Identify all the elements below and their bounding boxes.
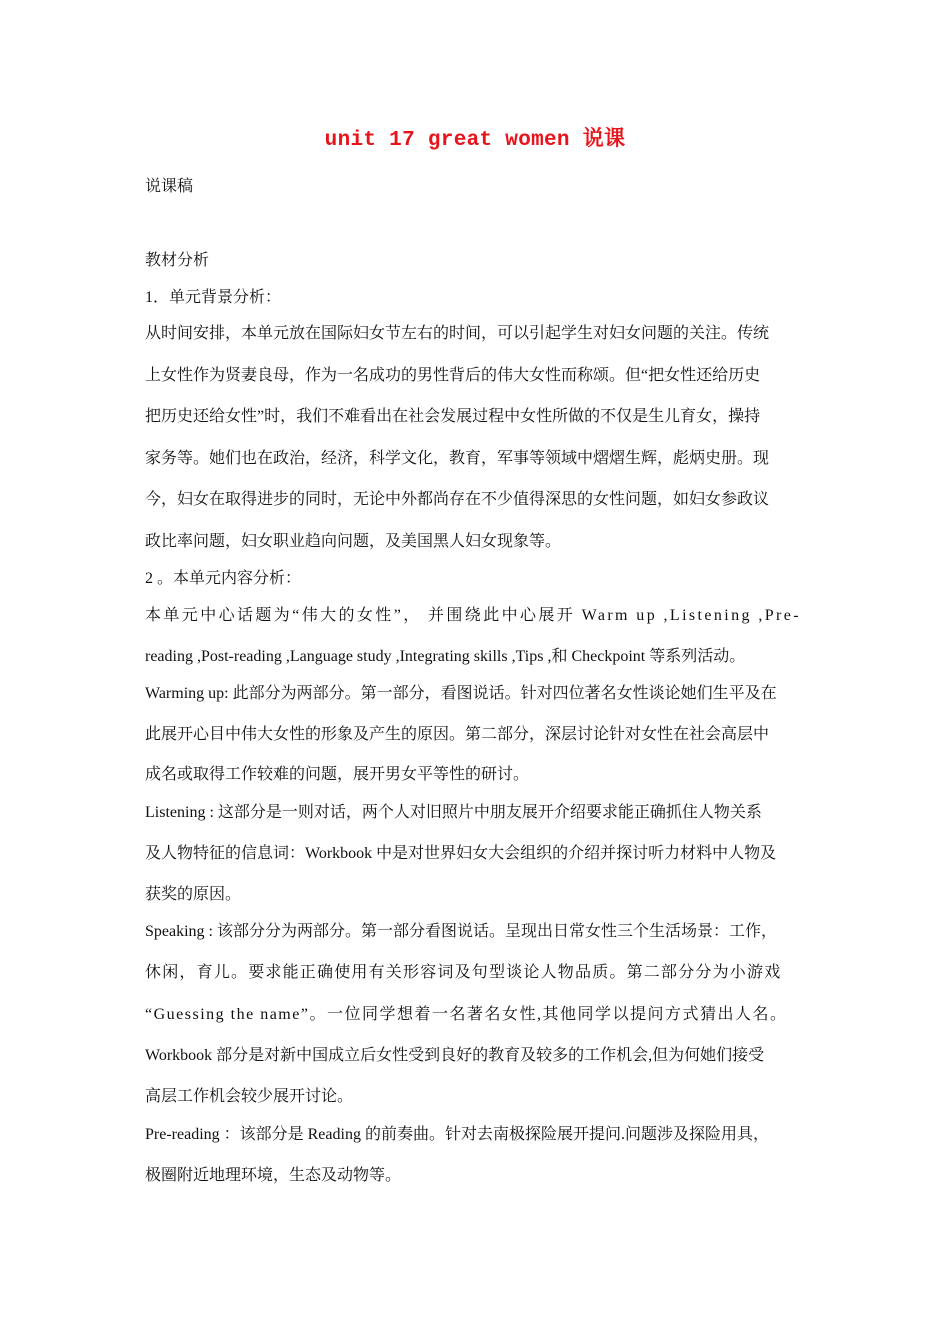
paragraph-line: 政比率问题，妇女职业趋向问题，及美国黑人妇女现象等。: [145, 533, 562, 550]
paragraph-line: 及人物特征的信息词：Workbook 中是对世界妇女大会组织的介绍并探讨听力材料中人物及: [145, 845, 777, 862]
paragraph-line: 本单元中心话题为“伟大的女性”， 并围绕此中心展开 Warm up ,Listening ,Pre-: [145, 607, 801, 624]
paragraph-line: 获奖的原因。: [145, 886, 242, 903]
item2-heading: 2 。本单元内容分析：: [145, 570, 302, 587]
paragraph-line: Listening : 这部分是一则对话，两个人对旧照片中朋友展开介绍要求能正确抓住人物关系: [145, 804, 762, 821]
paragraph-line: 高层工作机会较少展开讨论。: [145, 1088, 354, 1105]
paragraph-line: 此展开心目中伟大女性的形象及产生的原因。第二部分，深层讨论针对女性在社会高层中: [145, 726, 770, 743]
paragraph-line: 极圈附近地理环境，生态及动物等。: [145, 1167, 402, 1184]
paragraph-line: Speaking : 该部分分为两部分。第一部分看图说话。呈现出日常女性三个生活场景：工作，: [145, 923, 777, 940]
section-heading: 教材分析: [145, 252, 210, 269]
paragraph-line: reading ,Post-reading ,Language study ,Integrating skills ,Tips ,和 Checkpoint 等系列活动。: [145, 648, 746, 665]
paragraph-line: 成名或取得工作较难的问题，展开男女平等性的研讨。: [145, 766, 530, 783]
paragraph-line: Workbook 部分是对新中国成立后女性受到良好的教育及较多的工作机会,但为何她们接受: [145, 1047, 765, 1064]
document-subtitle: 说课稿: [145, 178, 194, 195]
paragraph-line: 休闲，育儿。要求能正确使用有关形容词及句型谈论人物品质。第二部分分为小游戏: [145, 964, 782, 981]
item1-heading: 1．单元背景分析：: [145, 289, 282, 306]
paragraph-line: Warming up: 此部分为两部分。第一部分，看图说话。针对四位著名女性谈论她们生平及在: [145, 685, 777, 702]
paragraph-line: 上女性作为贤妻良母，作为一名成功的男性背后的伟大女性而称颂。但“把女性还给历史: [145, 367, 761, 384]
paragraph-line: 今，妇女在取得进步的同时，无论中外都尚存在不少值得深思的女性问题，如妇女参政议: [145, 491, 770, 508]
paragraph-line: 家务等。她们也在政治，经济，科学文化，教育，军事等领域中熠熠生辉，彪炳史册。现: [145, 450, 770, 467]
document-title: unit 17 great women 说课: [324, 129, 626, 152]
paragraph-line: “Guessing the name”。一位同学想着一名著名女性,其他同学以提问方式猜出人名。: [145, 1006, 788, 1023]
paragraph-line: 把历史还给女性”时，我们不难看出在社会发展过程中女性所做的不仅是生儿育女，操持: [145, 408, 761, 425]
paragraph-line: 从时间安排，本单元放在国际妇女节左右的时间，可以引起学生对妇女问题的关注。传统: [145, 325, 770, 342]
paragraph-line: Pre-reading ：该部分是 Reading 的前奏曲。针对去南极探险展开提问.问题涉及探险用具，: [145, 1126, 769, 1143]
